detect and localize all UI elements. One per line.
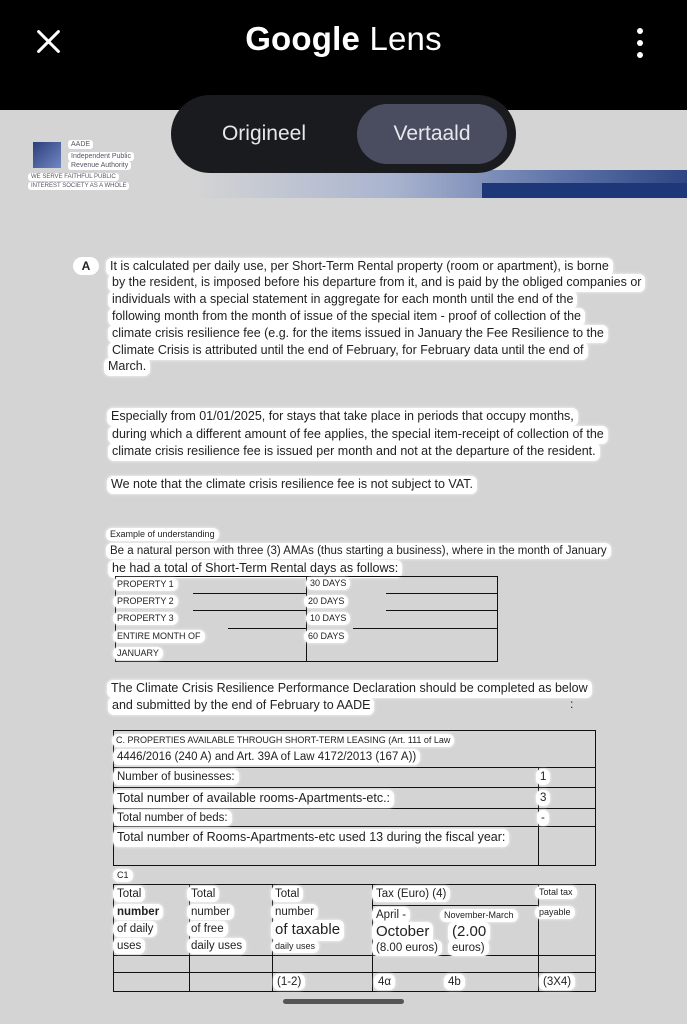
col-total-daily: Total — [113, 886, 145, 902]
logo-line1: Independent Public — [68, 152, 134, 161]
col-footer: 4α — [374, 974, 395, 990]
section-a-line: Climate Crisis is attributed until the end of February, for February data until the end of — [108, 342, 588, 360]
col-total-daily: of daily — [113, 921, 157, 937]
section-a-line: individuals with a special statement in aggregate for each month until the end of the — [108, 291, 577, 309]
section-a-line: by the resident, is imposed before his departure from it, and is paid by the obliged companies or — [108, 274, 645, 292]
form-table-line — [113, 730, 596, 731]
logo-name: AADE — [68, 140, 93, 149]
section-a-line: following month from the month of issue of the special item - proof of collection of the — [108, 308, 585, 326]
form-heading2: 4446/2016 (240 A) and Art. 39A of Law 4172/2013 (167 A)) — [113, 749, 420, 765]
form-row-label: Number of businesses: — [113, 769, 239, 785]
section-a-badge: A — [73, 257, 99, 275]
c1-table-line — [372, 905, 538, 906]
logo-motto2: INTEREST SOCIETY AS A WHOLE — [28, 182, 129, 190]
example-table-right — [497, 576, 498, 662]
col-nov: euros) — [448, 940, 489, 956]
section-a-line: climate crisis resilience fee (e.g. for the items issued in January the Fee Resilience to the — [108, 325, 608, 343]
c1-table-line — [113, 991, 596, 992]
form-row-label: Total number of Rooms-Apartments-etc used 13 during the fiscal year: — [113, 829, 509, 847]
logo-motto: WE SERVE FAITHFUL PUBLIC — [28, 173, 119, 181]
view-toggle — [171, 95, 516, 173]
para2-line: during which a different amount of fee applies, the special item-receipt of collection of the — [108, 426, 608, 444]
property-label: PROPERTY 3 — [113, 612, 178, 625]
form-row-value: - — [537, 810, 549, 826]
form-heading1: C. PROPERTIES AVAILABLE THROUGH SHORT-TERM LEASING (Art. 111 of Law — [112, 734, 454, 747]
col-april: April - — [372, 907, 410, 923]
declaration-colon: : — [570, 697, 574, 711]
fill-line — [228, 628, 306, 629]
col-taxable-daily: daily uses — [271, 940, 319, 953]
property-days: 20 DAYS — [304, 595, 348, 608]
c1-table-line — [113, 972, 596, 973]
section-a-line: It is calculated per daily use, per Short-Term Rental property (room or apartment), is borne — [106, 258, 613, 276]
aade-logo-icon — [33, 142, 61, 168]
col-footer: (3X4) — [539, 974, 575, 990]
col-april: October — [372, 922, 433, 943]
tab-original[interactable]: Origineel — [221, 122, 307, 145]
property-days: 30 DAYS — [306, 577, 350, 590]
form-table-line — [113, 865, 596, 866]
property-label: PROPERTY 2 — [113, 595, 178, 608]
col-nov: November-March — [440, 909, 518, 922]
col-taxable-daily: Total — [271, 886, 303, 902]
col-free-daily: of free — [187, 921, 228, 937]
col-total-tax: Total tax — [535, 886, 577, 899]
para2-line: climate crisis resilience fee is issued per month and not at the departure of the resident. — [108, 443, 600, 461]
col-april: (8.00 euros) — [372, 940, 442, 956]
example-line2: he had a total of Short-Term Rental days as follows: — [108, 560, 402, 578]
declaration-line1: The Climate Crisis Resilience Performance Declaration should be completed as below — [107, 680, 592, 698]
form-table-line — [113, 826, 596, 827]
fill-line — [353, 628, 497, 629]
form-row-label: Total number of beds: — [113, 810, 232, 826]
property-label: PROPERTY 1 — [113, 578, 178, 591]
col-taxable-daily: number — [271, 904, 318, 920]
form-table-line — [113, 808, 596, 809]
example-table-bottom — [115, 661, 498, 662]
property-days: 10 DAYS — [306, 612, 350, 625]
col-taxable-daily: of taxable — [271, 920, 344, 941]
fill-line — [386, 610, 497, 611]
property-label: JANUARY — [113, 647, 163, 660]
property-days: 60 DAYS — [304, 630, 348, 643]
c1-label: C1 — [113, 869, 133, 882]
col-free-daily: daily uses — [187, 938, 246, 954]
section-a-line: March. — [104, 358, 150, 376]
example-line1: Be a natural person with three (3) AMAs (thus starting a business), where in the month of January — [106, 543, 611, 559]
home-indicator[interactable] — [283, 999, 404, 1004]
declaration-line2: and submitted by the end of February to AADE — [108, 697, 374, 715]
form-table-line — [113, 787, 596, 788]
more-options-icon[interactable] — [628, 26, 652, 60]
top-bar — [0, 0, 687, 110]
c1-table-line — [113, 955, 596, 956]
col-free-daily: Total — [187, 886, 219, 902]
fill-line — [386, 593, 497, 594]
col-free-daily: number — [187, 904, 234, 920]
para2-line: Especially from 01/01/2025, for stays that take place in periods that occupy months, — [107, 408, 578, 426]
form-table-line — [113, 767, 596, 768]
col-total-daily: uses — [113, 938, 145, 954]
col-total-daily: number — [113, 904, 163, 920]
c1-table-line — [595, 884, 596, 992]
form-row-value: 1 — [536, 769, 550, 785]
col-nov: (2.00 — [448, 922, 490, 943]
form-table-line — [595, 730, 596, 866]
col-total-tax: payable — [535, 906, 575, 919]
col-footer: 4b — [444, 974, 465, 990]
col-tax-header: Tax (Euro) (4) — [372, 886, 450, 902]
vat-note: We note that the climate crisis resilience fee is not subject to VAT. — [107, 476, 477, 494]
header-banner-dark — [482, 183, 687, 198]
tab-translated[interactable]: Vertaald — [357, 104, 507, 164]
example-heading: Example of understanding — [106, 528, 219, 541]
col-footer: (1-2) — [273, 974, 305, 990]
fill-line — [193, 593, 306, 594]
form-row-label: Total number of available rooms-Apartments-etc.: — [113, 790, 394, 808]
form-row-value: 3 — [536, 790, 550, 806]
fill-line — [193, 610, 306, 611]
logo-line2: Revenue Authority — [68, 161, 131, 170]
c1-table-line — [538, 884, 539, 992]
c1-table-line — [113, 884, 596, 885]
property-label: ENTIRE MONTH OF — [113, 630, 205, 643]
app-title: Google Lens — [245, 20, 442, 57]
